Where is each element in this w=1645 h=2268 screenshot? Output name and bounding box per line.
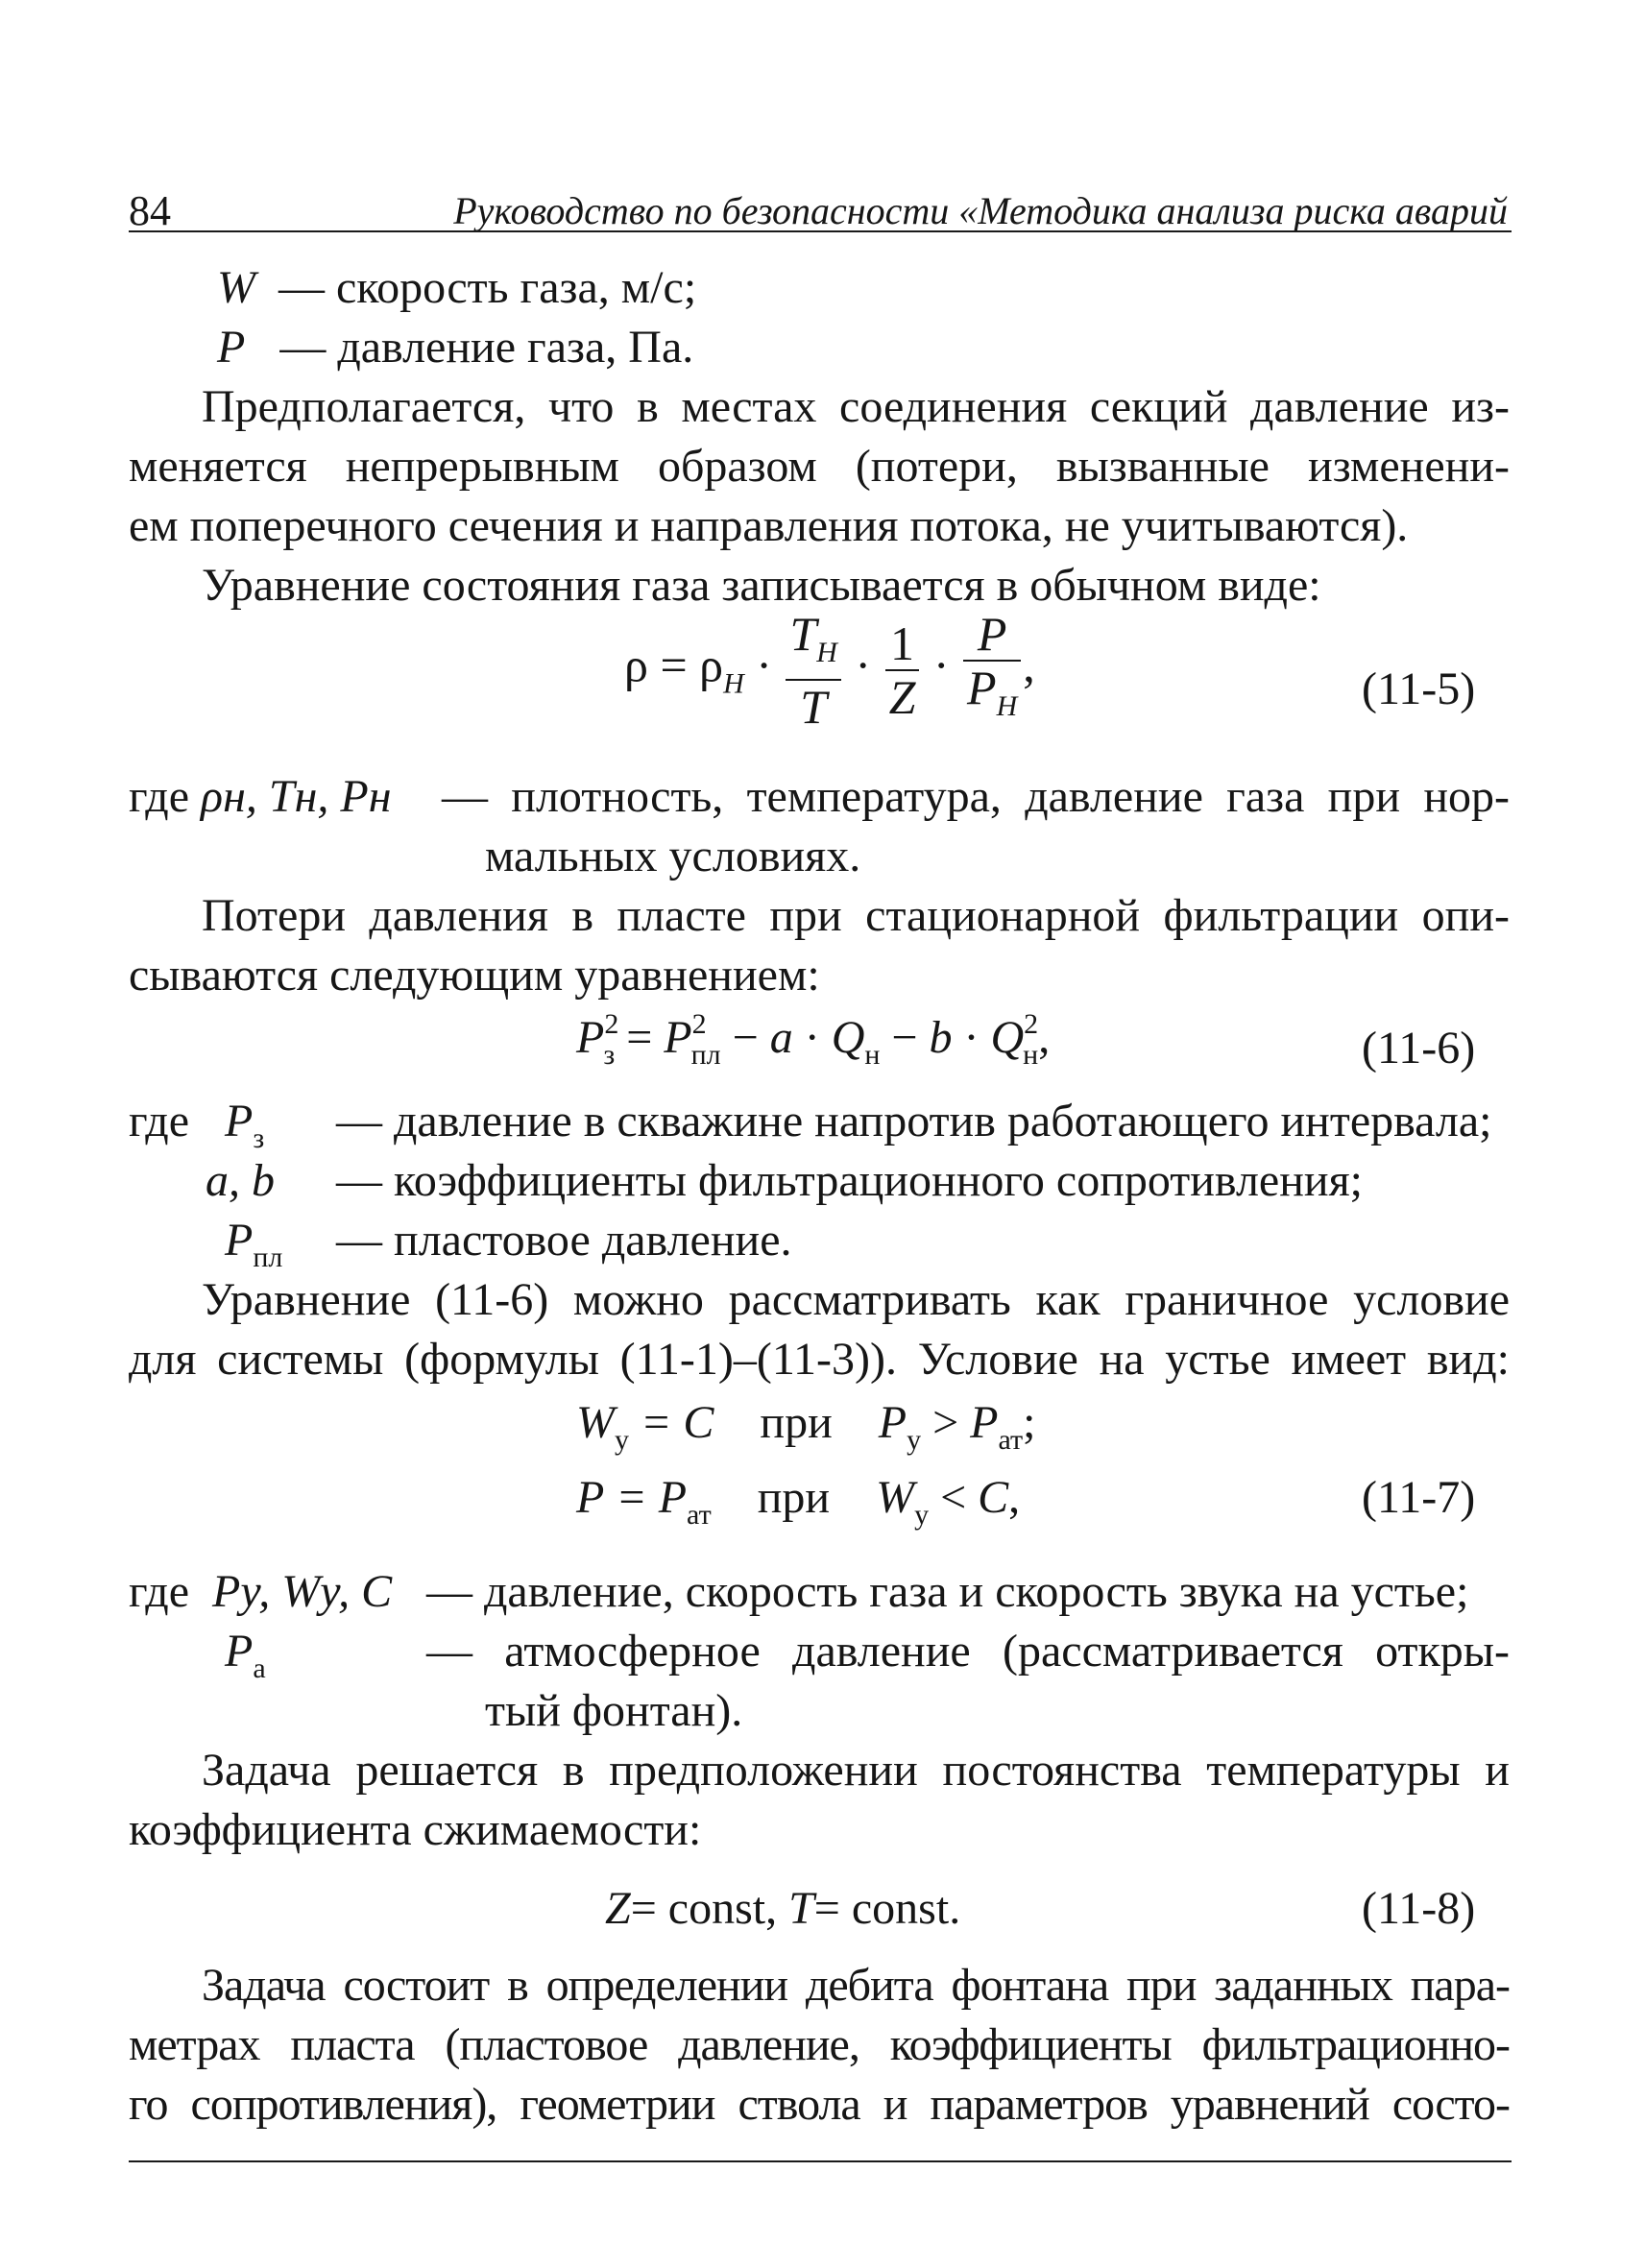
eq-number-11-5: (11-5) [1362, 664, 1476, 714]
para6-line3: го сопротивления), геометрии ствола и параметров уравнений состо- [129, 2079, 1510, 2130]
para1-line2: меняется непрерывным образом (потери, вызванные изменени- [129, 441, 1510, 492]
para3-line1: Потери давления в пласте при стационарной фильтрации опи- [202, 890, 1510, 941]
para4-line1: Уравнение (11-6) можно рассматривать как граничное условие [202, 1274, 1510, 1325]
where3-sym2: $Р_а$ [225, 1626, 266, 1684]
def-w: W — скорость газа, м/с; [217, 262, 697, 313]
where2-lead: где [129, 1096, 190, 1146]
para6-line2: метрах пласта (пластовое давление, коэффициенты фильтрационно- [129, 2019, 1510, 2070]
running-title: Руководство по безопасности «Методика анализа риска аварий [453, 189, 1508, 232]
para5-line1: Задача решается в предположении постоянства температуры и [202, 1745, 1510, 1796]
para6-line1: Задача состоит в определении дебита фонтана при заданных пара- [202, 1960, 1510, 2011]
where2-text1: — давление в скважине напротив работающего интервала; [336, 1096, 1492, 1146]
where2-sym3: $P_{пл}$ [225, 1215, 283, 1273]
eq-number-11-6: (11-6) [1362, 1023, 1476, 1074]
where3-text2b: тый фонтан). [485, 1685, 743, 1736]
where3-text1: — давление, скорость газа и скорость звука на устье; [426, 1566, 1469, 1617]
para5-line2: коэффициента сжимаемости: [129, 1804, 702, 1855]
equation-11-5: $\rho = \rho_H$ · $\frac{T_H}{T}$ · $\frac{1}{Z}$ · $\frac{P}{P_H}$ , [624, 607, 1035, 734]
where3-text2a: — атмосферное давление (рассматривается откры- [426, 1626, 1510, 1677]
equation-11-8: Z= const, T= const. [605, 1883, 961, 1934]
where2-text2: — коэффициенты фильтрационного сопротивления; [336, 1155, 1364, 1206]
where1-text1: — плотность, температура, давление газа при нор- [442, 771, 1510, 822]
where1-text2: мальных условиях. [485, 831, 861, 881]
para1-line1: Предполагается, что в местах соединения секций давление из- [202, 381, 1510, 432]
where2-text3: — пластовое давление. [336, 1215, 792, 1266]
page-header [129, 181, 1512, 234]
eq-number-11-7: (11-7) [1362, 1472, 1476, 1523]
para4-line2: для системы (формулы (11-1)–(11-3)). Условие на устье имеет вид: [129, 1334, 1510, 1385]
where1-lead: где ρн, Тн, Рн [129, 771, 392, 822]
para3-line2: сываются следующим уравнением: [129, 950, 820, 1001]
equation-11-7-line2: $P = P_{ат}$ при $W_у < C$, [576, 1472, 1021, 1531]
page-number: 84 [129, 187, 171, 234]
where2-sym1: $P_з$ [225, 1096, 265, 1154]
footer-rule [129, 2160, 1512, 2162]
where3-lead: где Ру, Wу, C [129, 1566, 393, 1617]
para2: Уравнение состояния газа записывается в обычном виде: [202, 560, 1321, 611]
equation-11-7-line1: $W_у = C$ при $P_у > P_{ат}$; [576, 1397, 1036, 1456]
para1-line3: ем поперечного сечения и направления потока, не учитываются). [129, 500, 1409, 551]
def-p: P — давление газа, Па. [217, 322, 694, 373]
header-rule [129, 230, 1512, 232]
eq-number-11-8: (11-8) [1362, 1883, 1476, 1934]
where2-sym2: a, b [206, 1155, 275, 1206]
equation-11-6: $P^2_з = P^2_{пл} - a \cdot Q_н - b \cdot Q^2_н$, [576, 1008, 1051, 1071]
